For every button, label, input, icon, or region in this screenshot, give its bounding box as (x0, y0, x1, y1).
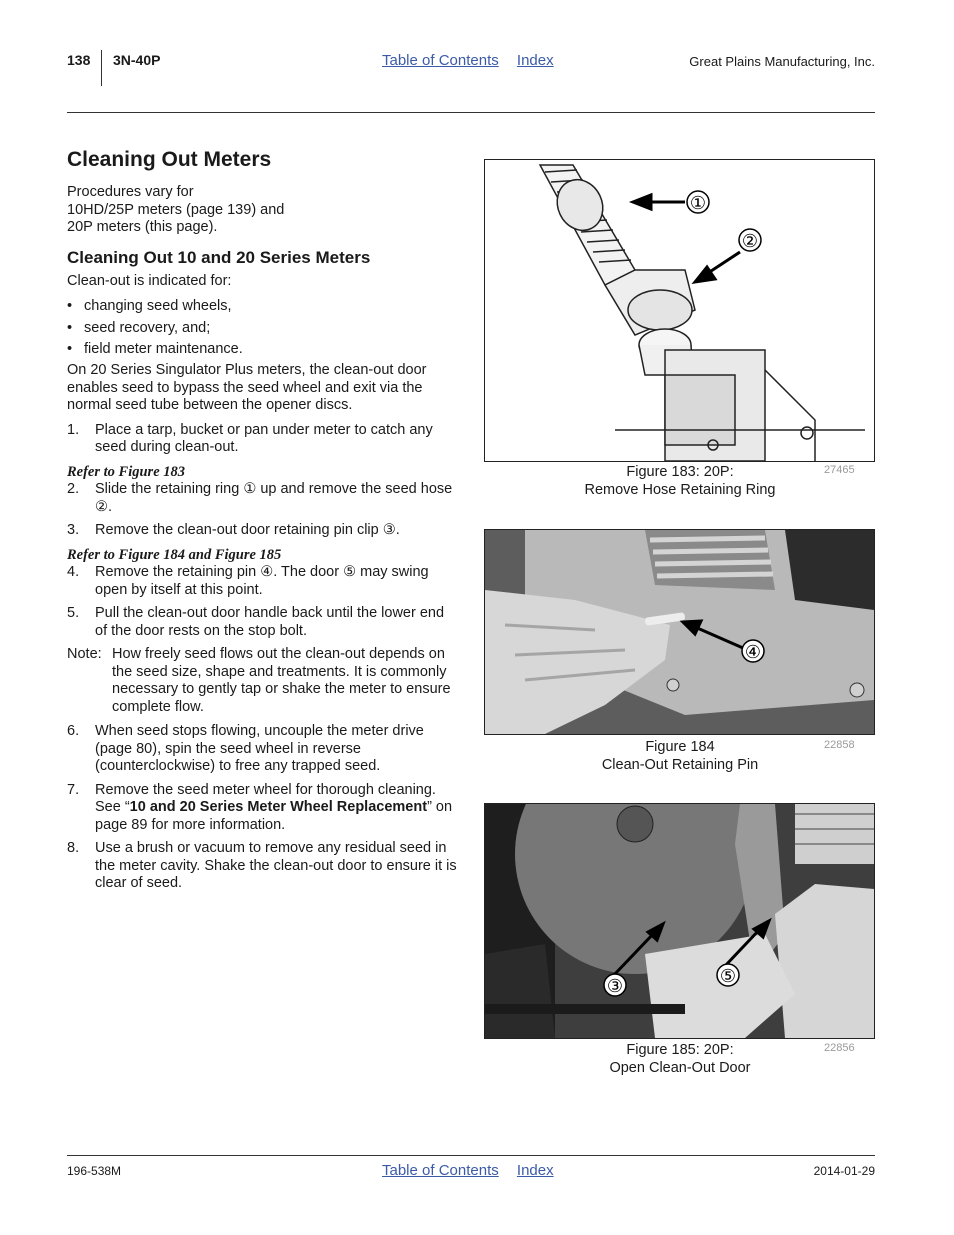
clean-out-door-photo (485, 804, 874, 1038)
callout-1: ① (689, 193, 707, 213)
index-link[interactable]: Index (516, 52, 554, 69)
intro-line: Procedures vary for (67, 184, 194, 200)
callout-4: ④ (744, 642, 762, 662)
figure-reference: Refer to Figure 184 and Figure 185 (67, 546, 282, 563)
step-number: 4. (67, 564, 80, 580)
page-number: 138 (67, 52, 91, 68)
step-text: Remove the clean-out door retaining pin clip ③. (95, 522, 400, 538)
document-number: 196-538M (67, 1164, 122, 1178)
header-rule (67, 112, 875, 113)
step-text: Slide the retaining ring ① up and remove the seed hose ②. (95, 481, 453, 515)
figure-185-photo (484, 803, 875, 1039)
step-2 (67, 481, 459, 516)
caption-line: Clean-Out Retaining Pin (601, 757, 759, 773)
note-text: How freely seed flows out the clean-out depends on the seed size, shape and treatments. It is commonly necessary to gently tap or shake the meter to ensure complete flow. (112, 646, 451, 715)
figure-183-number: 27465 (824, 464, 855, 476)
bullet-list (67, 298, 459, 363)
table-of-contents-link[interactable]: Table of Contents (382, 1162, 499, 1179)
step-text (95, 782, 452, 833)
page-title: Cleaning Out Meters (67, 148, 272, 171)
header-nav (382, 52, 568, 69)
procedure-body (67, 362, 459, 893)
hose-illustration (485, 160, 874, 461)
step-number: 8. (67, 840, 80, 856)
publication-date: 2014-01-29 (813, 1164, 875, 1178)
step-text: Remove the retaining pin ④. The door ⑤ may swing open by itself at this point. (95, 564, 429, 598)
step-text: Pull the clean-out door handle back until the lower end of the door rests on the stop bolt. (95, 605, 445, 639)
singulator-paragraph: On 20 Series Singulator Plus meters, the clean-out door enables seed to bypass the seed wheel and exit via the normal seed tube between the opener discs. (67, 362, 427, 413)
step-text: Use a brush or vacuum to remove any residual seed in the meter cavity. Shake the clean-out door to ensure it is clear of seed. (95, 840, 457, 891)
caption-line: Figure 185: 20P: (626, 1042, 734, 1058)
model-name: 3N-40P (113, 52, 161, 68)
header-divider (101, 50, 102, 86)
section-heading: Cleaning Out 10 and 20 Series Meters (67, 248, 371, 267)
caption-line: Remove Hose Retaining Ring (584, 482, 776, 498)
step-number: 6. (67, 723, 80, 739)
intro-line: 10HD/25P meters (page 139) and (67, 201, 285, 218)
step-4 (67, 564, 459, 599)
note (67, 646, 459, 716)
figure-reference: Refer to Figure 183 (67, 463, 186, 480)
caption-line: Open Clean-Out Door (609, 1060, 751, 1076)
callout-3: ③ (606, 976, 624, 996)
figure-183-caption (484, 463, 876, 499)
intro-paragraph (67, 184, 459, 237)
index-link[interactable]: Index (516, 1162, 554, 1179)
step-number: 5. (67, 605, 80, 621)
intro-line: 20P meters (this page). (67, 219, 218, 235)
step-text-part: Remove the seed meter wheel for thorough cleaning. See “ (95, 781, 436, 815)
figure-183-photo (484, 159, 875, 462)
callout-2: ② (741, 231, 759, 251)
note-label: Note: (67, 646, 102, 662)
step-3 (67, 522, 459, 540)
step-number: 7. (67, 781, 80, 798)
figure-185-number: 22856 (824, 1042, 855, 1054)
list-item: • changing seed wheels, (67, 298, 459, 316)
figure-184-caption (484, 738, 876, 774)
step-5 (67, 605, 459, 640)
cleanout-lead: Clean-out is indicated for: (67, 273, 232, 289)
retaining-pin-photo (485, 530, 874, 734)
list-item: • field meter maintenance. (67, 341, 459, 359)
step-number: 2. (67, 481, 80, 497)
step-number: 3. (67, 522, 80, 538)
cross-reference-title: 10 and 20 Series Meter Wheel Replacement (129, 799, 428, 815)
callout-5: ⑤ (719, 966, 737, 986)
table-of-contents-link[interactable]: Table of Contents (382, 52, 499, 69)
footer-nav (382, 1162, 568, 1179)
step-1 (67, 422, 459, 457)
company-name: Great Plains Manufacturing, Inc. (689, 54, 875, 69)
caption-line: Figure 184 (645, 739, 715, 755)
figure-184-number: 22858 (824, 739, 855, 751)
step-text: Place a tarp, bucket or pan under meter to catch any seed during clean-out. (95, 421, 433, 455)
caption-line: Figure 183: 20P: (626, 464, 734, 480)
figure-184-photo (484, 529, 875, 735)
footer-rule (67, 1155, 875, 1156)
list-item: • seed recovery, and; (67, 320, 459, 338)
step-text-part: ” on page 89 for more information. (95, 799, 453, 833)
step-text: When seed stops flowing, uncouple the meter drive (page 80), spin the seed wheel in reverse (counterclockwise) to free any trapped seed. (95, 723, 424, 774)
step-7 (67, 782, 459, 835)
step-8 (67, 840, 459, 893)
step-6 (67, 723, 459, 776)
figure-185-caption (484, 1041, 876, 1077)
step-number: 1. (67, 421, 80, 438)
